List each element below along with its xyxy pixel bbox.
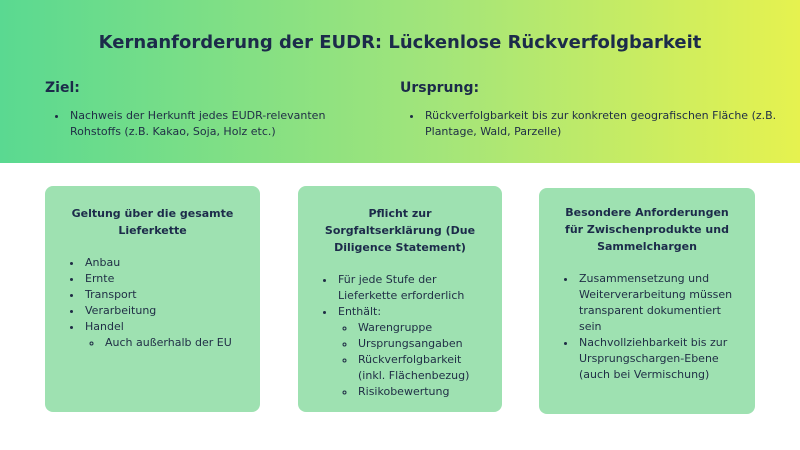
sub-list-item: ◦ Ursprungsangaben: [356, 336, 486, 352]
sub-list-item: ◦ Risikobewertung: [356, 384, 486, 400]
list-item: • Anbau: [83, 255, 244, 271]
sub-list-item: ◦ Auch außerhalb der EU: [103, 335, 244, 351]
list-item-text: Handel: [85, 320, 124, 333]
card-list: [559, 271, 739, 383]
ursprung-label: Ursprung:: [400, 80, 480, 96]
list-item: • Für jede Stufe der Lieferkette erforderlich: [336, 272, 486, 304]
list-item-text: Enthält:: [338, 305, 382, 318]
ziel-list: [50, 108, 368, 140]
card-geltung: [45, 186, 260, 412]
list-item: • Zusammensetzung und Weiterverarbeitung müssen transparent dokumentiert sein: [577, 271, 739, 335]
list-item: [83, 319, 244, 351]
card-zwischenprodukte: [539, 188, 755, 414]
card-list: [318, 272, 486, 400]
sub-list: [338, 320, 486, 400]
ursprung-item: • Rückverfolgbarkeit bis zur konkreten geografischen Fläche (z.B. Plantage, Wald, Parzelle): [423, 108, 783, 140]
ziel-label: Ziel:: [45, 80, 80, 96]
list-item: [336, 304, 486, 400]
card-list: [65, 255, 244, 351]
list-item: • Ernte: [83, 271, 244, 287]
sub-list-item: ◦ Warengruppe: [356, 320, 486, 336]
ursprung-list: [405, 108, 783, 140]
sub-list-item: ◦ Rückverfolgbarkeit (inkl. Flächenbezug): [356, 352, 486, 384]
card-sorgfaltserklaerung: [298, 186, 502, 412]
list-item: • Transport: [83, 287, 244, 303]
card-title: Pflicht zur Sorgfaltserklärung (Due Diligence Statement): [324, 207, 476, 254]
card-title: Besondere Anforderungen für Zwischenprodukte und Sammelchargen: [565, 206, 729, 253]
ziel-item: • Nachweis der Herkunft jedes EUDR-relevanten Rohstoffs (z.B. Kakao, Soja, Holz etc.): [68, 108, 368, 140]
card-title: Geltung über die gesamte Lieferkette: [71, 207, 234, 237]
sub-list: [85, 335, 244, 351]
list-item: • Verarbeitung: [83, 303, 244, 319]
list-item: • Nachvollziehbarkeit bis zur Ursprungschargen-Ebene (auch bei Vermischung): [577, 335, 739, 383]
page-title: Kernanforderung der EUDR: Lückenlose Rückverfolgbarkeit: [98, 32, 702, 53]
